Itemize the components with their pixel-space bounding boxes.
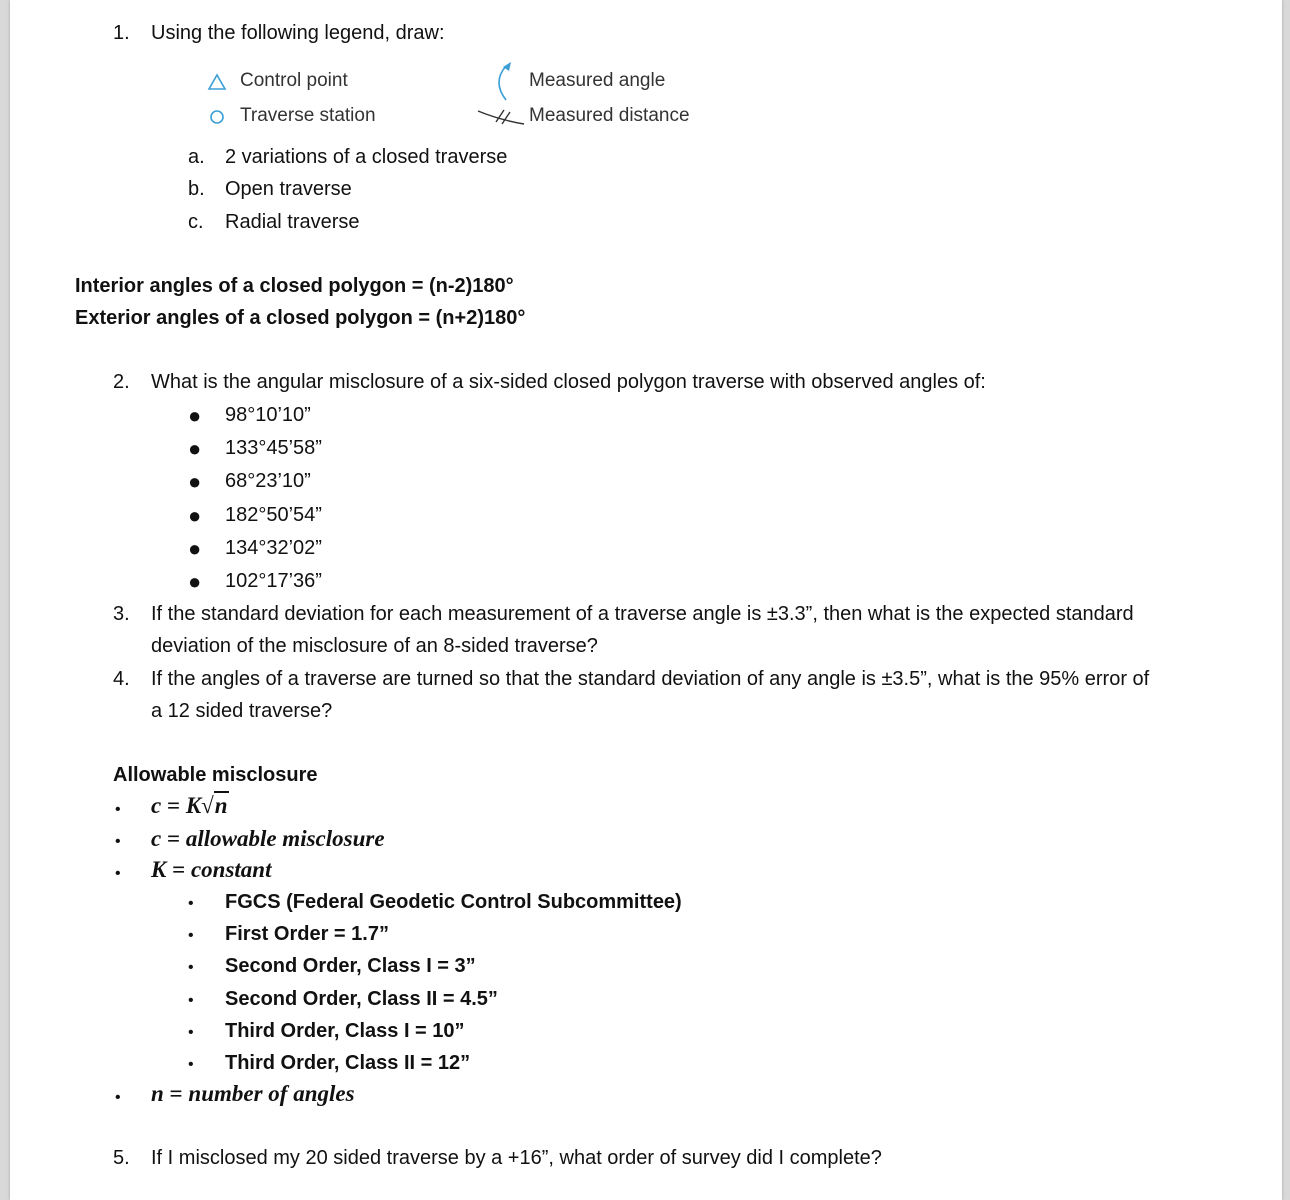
fgcs-item: First Order = 1.7” bbox=[225, 923, 389, 945]
bullet: ● bbox=[188, 469, 202, 494]
bullet: ● bbox=[188, 569, 202, 594]
fgcs-item: FGCS (Federal Geodetic Control Subcommittee) bbox=[225, 891, 682, 913]
q1-item-a-text: 2 variations of a closed traverse bbox=[225, 146, 508, 168]
legend-label-traverse-station: Traverse station bbox=[240, 105, 376, 126]
bullet: • bbox=[188, 927, 194, 944]
bullet: • bbox=[188, 1056, 194, 1073]
legend-label-measured-distance: Measured distance bbox=[529, 105, 690, 126]
bullet: • bbox=[115, 865, 121, 882]
legend-label-control-point: Control point bbox=[240, 70, 348, 91]
k-text: constant bbox=[190, 857, 272, 882]
c-text: allowable misclosure bbox=[185, 826, 385, 851]
k-definition bbox=[151, 857, 271, 883]
k-var: K bbox=[151, 857, 167, 882]
bullet: ● bbox=[188, 503, 202, 528]
q4-line-2: a 12 sided traverse? bbox=[151, 700, 333, 722]
q5-prompt: If I misclosed my 20 sided traverse by a +16”, what order of survey did I complete? bbox=[151, 1147, 882, 1169]
angle-item: 102°17’36” bbox=[225, 570, 322, 592]
misclosure-formula bbox=[151, 793, 229, 819]
q2-prompt: What is the angular misclosure of a six-sided closed polygon traverse with observed angles of: bbox=[151, 371, 986, 393]
bullet: • bbox=[188, 959, 194, 976]
fgcs-item: Third Order, Class I = 10” bbox=[225, 1020, 465, 1042]
q4-number: 4. bbox=[113, 668, 130, 690]
n-text: number of angles bbox=[188, 1081, 355, 1106]
q1-item-c-text: Radial traverse bbox=[225, 211, 360, 233]
fgcs-item: Second Order, Class II = 4.5” bbox=[225, 988, 498, 1010]
q3-line-2: deviation of the misclosure of an 8-sided traverse? bbox=[151, 635, 598, 657]
q1-item-b-marker: b. bbox=[188, 178, 205, 200]
bullet: ● bbox=[188, 403, 202, 428]
formula-equals: = bbox=[161, 793, 186, 818]
bullet: • bbox=[115, 801, 121, 818]
q1-item-c-marker: c. bbox=[188, 211, 204, 233]
tick-line-icon bbox=[476, 106, 526, 128]
bullet: ● bbox=[188, 536, 202, 561]
fgcs-item: Third Order, Class II = 12” bbox=[225, 1052, 471, 1074]
circle-icon bbox=[206, 107, 228, 127]
q1-prompt: Using the following legend, draw: bbox=[151, 22, 445, 44]
fgcs-item: Second Order, Class I = 3” bbox=[225, 955, 476, 977]
bullet: • bbox=[188, 1024, 194, 1041]
angle-item: 182°50’54” bbox=[225, 504, 322, 526]
interior-angles-formula: Interior angles of a closed polygon = (n-2)180° bbox=[75, 275, 514, 297]
q3-line-1: If the standard deviation for each measurement of a traverse angle is ±3.3”, then what is the expected standard bbox=[151, 603, 1134, 625]
sqrt-symbol bbox=[201, 793, 228, 819]
formula-coef: K bbox=[185, 793, 202, 818]
n-equals: = bbox=[163, 1081, 189, 1106]
q5-number: 5. bbox=[113, 1147, 130, 1169]
radical-sign: √ bbox=[201, 793, 214, 818]
k-equals: = bbox=[166, 857, 191, 882]
angle-item: 98°10’10” bbox=[225, 404, 311, 426]
bullet: • bbox=[188, 895, 194, 912]
q3-number: 3. bbox=[113, 603, 130, 625]
bullet: • bbox=[115, 833, 121, 850]
formula-radicand: n bbox=[214, 793, 228, 818]
formula-lhs: c bbox=[151, 793, 162, 818]
c-var: c bbox=[151, 826, 162, 851]
triangle-icon bbox=[206, 72, 228, 92]
q1-item-a-marker: a. bbox=[188, 146, 205, 168]
n-var: n bbox=[151, 1081, 164, 1106]
bullet: ● bbox=[188, 436, 202, 461]
angle-item: 133°45’58” bbox=[225, 437, 322, 459]
arc-arrow-icon bbox=[486, 58, 516, 106]
q4-line-1: If the angles of a traverse are turned so that the standard deviation of any angle is ±3.5”, what is the 95% error of bbox=[151, 668, 1150, 690]
c-definition bbox=[151, 826, 385, 852]
q1-item-b-text: Open traverse bbox=[225, 178, 352, 200]
document-page bbox=[10, 0, 1282, 1200]
q2-number: 2. bbox=[113, 371, 130, 393]
bullet: • bbox=[115, 1089, 121, 1106]
c-equals: = bbox=[161, 826, 186, 851]
angle-item: 68°23’10” bbox=[225, 470, 311, 492]
allowable-heading: Allowable misclosure bbox=[113, 764, 318, 786]
exterior-angles-formula: Exterior angles of a closed polygon = (n+2)180° bbox=[75, 307, 526, 329]
legend-label-measured-angle: Measured angle bbox=[529, 70, 666, 91]
bullet: • bbox=[188, 992, 194, 1009]
n-definition bbox=[151, 1081, 355, 1107]
q1-number: 1. bbox=[113, 22, 130, 44]
angle-item: 134°32’02” bbox=[225, 537, 322, 559]
